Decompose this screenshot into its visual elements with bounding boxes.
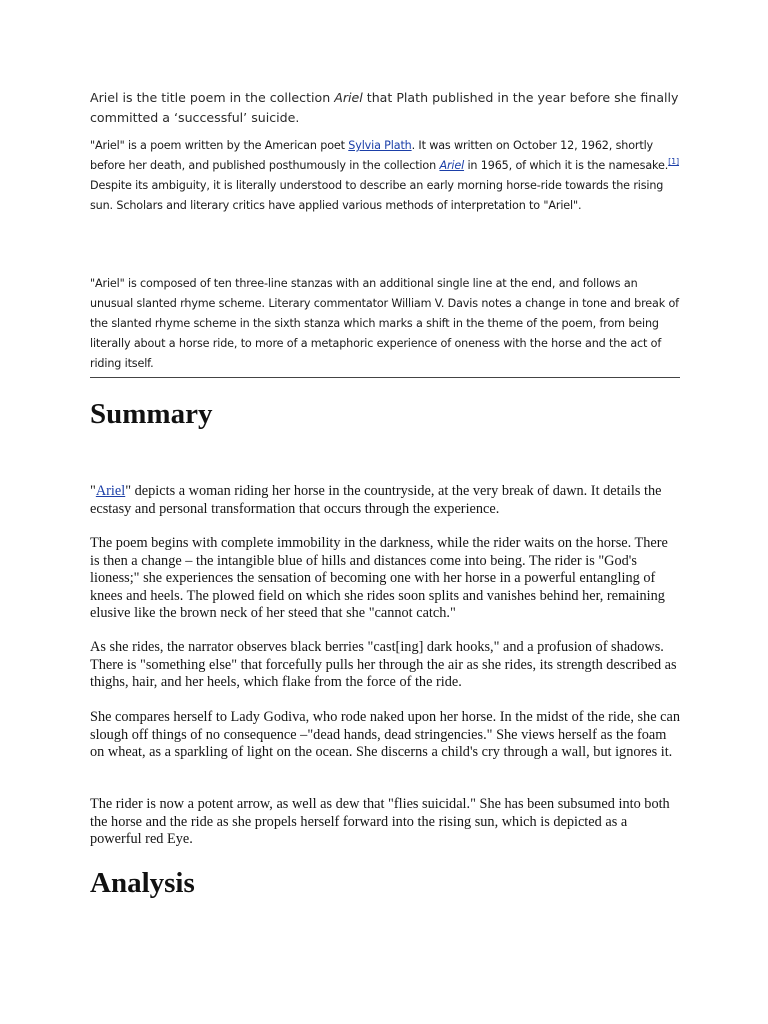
footnote-1-link[interactable]: [1]: [668, 157, 680, 166]
ariel-link[interactable]: Ariel: [95, 483, 126, 499]
wiki-text: . It was written on October 12, 1962, shortly before her death, and published posthumously in the collection: [90, 139, 654, 172]
intro-collection-title: Ariel: [334, 90, 363, 105]
analysis-heading: Analysis: [90, 867, 195, 899]
intro-text-end: that Plath published in the year before she finally committed a ‘successful’ suicide.: [90, 90, 679, 125]
summary-heading: Summary: [90, 398, 213, 430]
intro-paragraph: [90, 88, 680, 128]
wiki-paragraph-2: "Ariel" is composed of ten three-line stanzas with an additional single line at the end, and follows an unusual slanted rhyme scheme. Literary commentator William V. Davis notes a change in tone and break of the slanted rhyme scheme in the sixth stanza which marks a shift in the theme of the poem, from being literally about a horse ride, to more of a metaphoric experience of oneness with the horse and the act of riding itself.: [90, 277, 679, 370]
summary-paragraph-1: [90, 483, 680, 518]
summary-paragraph-3: As she rides, the narrator observes black berries "cast[ing] dark hooks," and a profusion of shadows. There is "something else" that forcefully pulls her through the air as she rides, its strength described as thighs, hair, and her heels, which flake from the force of the ride.: [90, 639, 677, 690]
ariel-collection-link[interactable]: Ariel: [439, 159, 465, 172]
sylvia-plath-link[interactable]: Sylvia Plath: [348, 139, 412, 152]
summary-paragraph-4: She compares herself to Lady Godiva, who rode naked upon her horse. In the midst of the ride, she can slough off things of no consequence –"dead hands, dead stringencies." She views herself as the foam on wheat, as a sparkling of light on the ocean. She discerns a child's cry through a wall, but ignores it.: [90, 709, 680, 760]
section-divider: [90, 377, 680, 378]
wiki-text: in 1965, of which it is the namesake.: [464, 159, 669, 172]
wiki-paragraph-1: [90, 136, 680, 216]
summary-paragraph-2: The poem begins with complete immobility in the darkness, while the rider waits on the horse. There is then a change – the intangible blue of hills and distances come into being. The rider is "God's lioness;" she experiences the sensation of becoming one with her horse in a powerful entangling of knees and heels. The plowed field on which she rides soon splits and vanishes behind her, remaining elusive like the brown neck of her steed that she "cannot catch.": [90, 535, 668, 621]
intro-text: Ariel is the title poem in the collection: [90, 90, 335, 105]
summary-paragraph-5: The rider is now a potent arrow, as well as dew that "flies suicidal." She has been subsumed into both the horse and the ride as she propels herself forward into the rising sun, which is depicted as a powerful red Eye.: [90, 796, 670, 847]
quote-mark: ": [90, 483, 96, 499]
summary-text: " depicts a woman riding her horse in the countryside, at the very break of dawn. It details the ecstasy and personal transformation that occurs through the experience.: [90, 483, 662, 517]
wiki-text: Despite its ambiguity, it is literally understood to describe an early morning horse-ride towards the rising sun. Scholars and literary critics have applied various methods of interpretation to "Ariel".: [90, 179, 664, 212]
wiki-text: "Ariel" is a poem written by the American poet: [90, 139, 349, 152]
